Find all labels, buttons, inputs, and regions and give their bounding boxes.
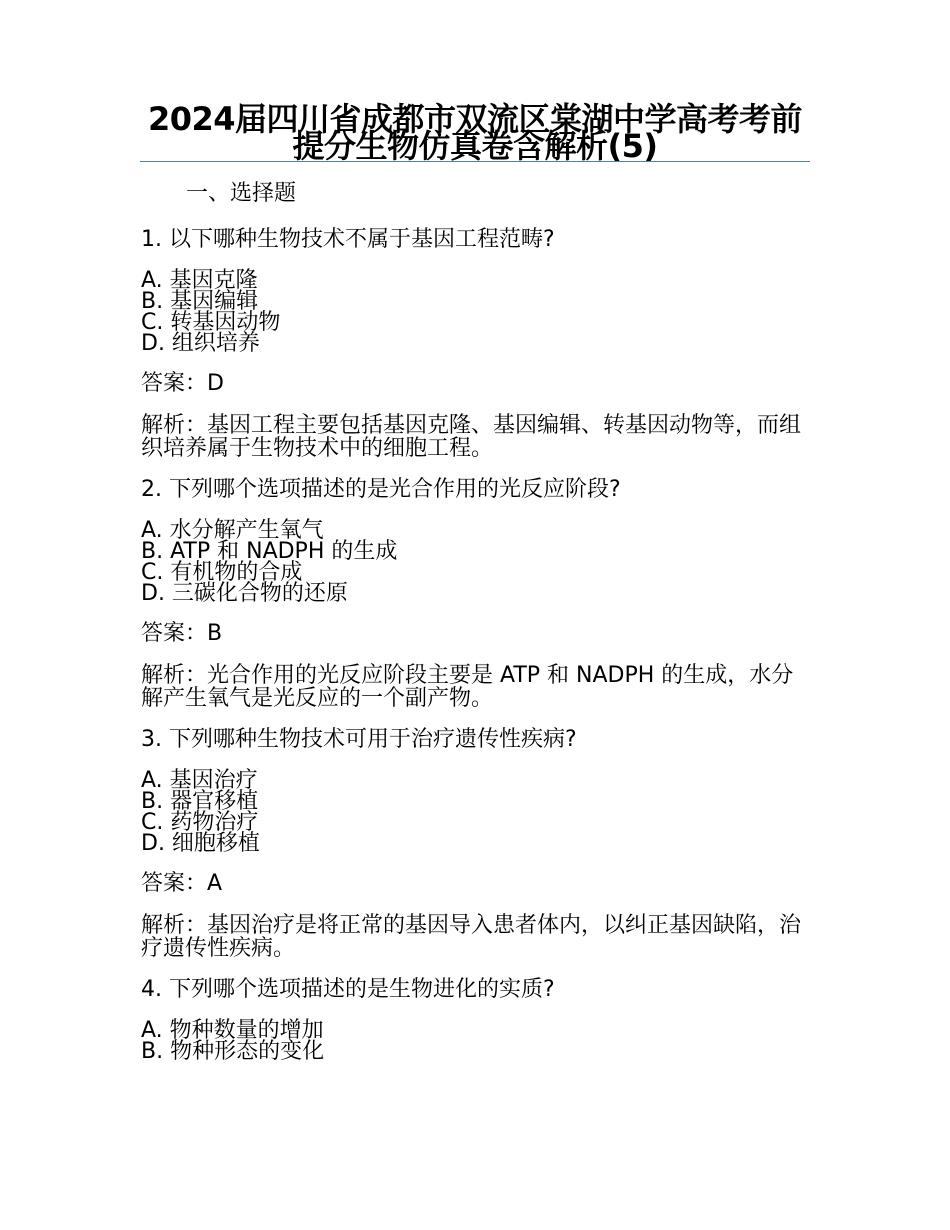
option-b: B. 器官移植 — [141, 789, 259, 814]
question-1-stem: 1. 以下哪种生物技术不属于基因工程范畴? — [141, 227, 555, 252]
question-4-stem: 4. 下列哪个选项描述的是生物进化的实质? — [141, 977, 555, 1002]
question-3-options — [141, 770, 813, 854]
document-title: 2024届四川省成都市双流区棠湖中学高考考前提分生物仿真卷含解析(5) — [147, 100, 803, 165]
option-b: B. 基因编辑 — [141, 289, 259, 314]
option-d: D. 组织培养 — [141, 331, 260, 356]
option-a: A. 水分解产生氧气 — [141, 518, 324, 543]
section-heading: 一、选择题 — [186, 181, 297, 206]
question-1-answer: 答案：D — [141, 371, 224, 396]
question-3-analysis: 解析：基因治疗是将正常的基因导入患者体内，以纠正基因缺陷，治疗遗传性疾病。 — [141, 913, 802, 961]
question-2-analysis: 解析：光合作用的光反应阶段主要是 ATP 和 NADPH 的生成，水分解产生氧气是光反应的一个副产物。 — [141, 663, 794, 711]
question-2-options — [141, 520, 813, 604]
option-d: D. 细胞移植 — [141, 831, 260, 856]
option-c: C. 有机物的合成 — [141, 560, 303, 585]
question-1-options — [141, 270, 813, 354]
question-4-options — [141, 1020, 813, 1062]
option-c: C. 药物治疗 — [141, 810, 259, 835]
question-2-answer: 答案：B — [141, 621, 223, 646]
option-b: B. 物种形态的变化 — [141, 1039, 325, 1064]
option-d: D. 三碳化合物的还原 — [141, 581, 348, 606]
option-a: A. 物种数量的增加 — [141, 1018, 324, 1043]
question-3-stem: 3. 下列哪种生物技术可用于治疗遗传性疾病? — [141, 727, 577, 752]
title-underline — [140, 161, 810, 162]
question-list — [141, 226, 813, 1078]
option-a: A. 基因治疗 — [141, 768, 258, 793]
question-2-stem: 2. 下列哪个选项描述的是光合作用的光反应阶段? — [141, 477, 621, 502]
option-a: A. 基因克隆 — [141, 268, 258, 293]
question-3-answer: 答案：A — [141, 871, 223, 896]
question-1-analysis: 解析：基因工程主要包括基因克隆、基因编辑、转基因动物等，而组织培养属于生物技术中的细胞工程。 — [141, 413, 802, 461]
option-c: C. 转基因动物 — [141, 310, 281, 335]
option-b: B. ATP 和 NADPH 的生成 — [141, 539, 398, 564]
